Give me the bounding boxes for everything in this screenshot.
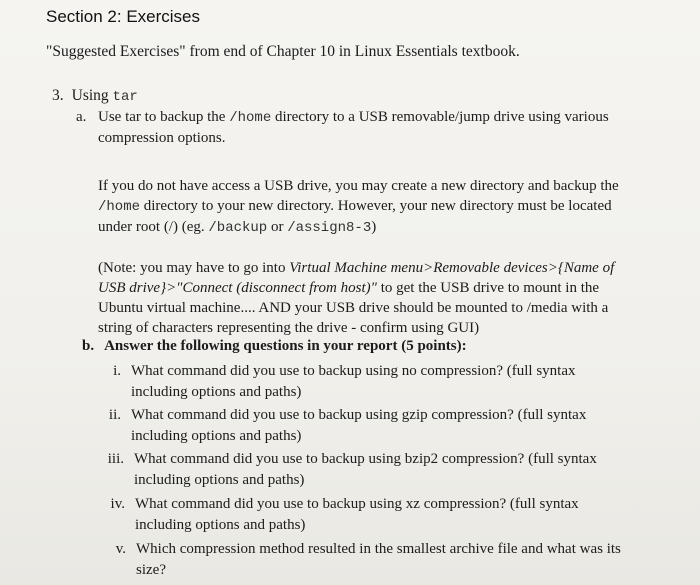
path-home: /home <box>98 199 141 215</box>
question-number: ii. <box>108 407 121 423</box>
question-line: Which compression method resulted in the smallest archive file and what was its <box>136 541 621 557</box>
question-line: What command did you use to backup using gzip compression? (full syntax <box>131 407 587 423</box>
italic-span: USB drive}>"Connect (disconnect from host)" <box>98 280 377 296</box>
question-line: including options and paths) <box>131 384 302 400</box>
question-text <box>136 539 621 581</box>
question-line: size? <box>136 562 166 578</box>
item-3-label-text: Using <box>71 87 109 104</box>
sub-item-b-marker: b. <box>82 338 95 354</box>
text-span: Ubuntu virtual machine.... AND your USB drive should be mounted to /media with a <box>98 300 609 316</box>
question-line: What command did you use to backup using bzip2 compression? (full syntax <box>134 451 597 467</box>
section-title: Section 2: Exercises <box>46 7 201 26</box>
sub-item-a <box>76 107 666 358</box>
intro-text: "Suggested Exercises" from end of Chapter 10 in Linux Essentials textbook. <box>46 43 520 60</box>
question-line: including options and paths) <box>131 428 302 444</box>
paragraph-note <box>98 258 666 338</box>
question-line: including options and paths) <box>134 472 305 488</box>
text-span: compression options. <box>98 130 226 146</box>
question-text <box>131 405 586 447</box>
sub-item-a-body <box>98 107 666 338</box>
sub-item-a-marker: a. <box>76 109 87 125</box>
text-span: string of characters representing the drive - confirm using GUI) <box>98 320 480 336</box>
sub-item-b-heading-text: Answer the following questions in your report (5 points): <box>104 338 467 354</box>
question-number: iv. <box>110 496 125 512</box>
question-line: What command did you use to backup using xz compression? (full syntax <box>135 496 579 512</box>
path-home: /home <box>229 110 272 126</box>
item-3-command: tar <box>112 89 138 105</box>
question-number: iii. <box>107 451 124 467</box>
question-text <box>135 494 579 536</box>
text-span: to get the USB drive to mount in the <box>376 280 600 296</box>
item-3 <box>52 87 138 105</box>
sub-item-b <box>82 336 682 356</box>
question-number: i. <box>113 363 121 379</box>
item-3-label <box>72 87 138 105</box>
question-number: v. <box>115 541 126 557</box>
path-backup: /backup <box>208 220 268 236</box>
text-span: If you do not have access a USB drive, you may create a new directory and backup the <box>98 178 619 194</box>
text-span: under root (/) (eg. <box>98 219 209 235</box>
text-span: directory to a USB removable/jump drive using various <box>271 109 609 125</box>
text-span: directory to your new directory. However, your new directory must be located <box>140 198 612 214</box>
question-line: including options and paths) <box>135 517 306 533</box>
question-line: What command did you use to backup using no compression? (full syntax <box>131 363 576 379</box>
text-span: ) <box>371 219 377 235</box>
text-span: Use tar to backup the <box>98 109 230 125</box>
item-3-marker: 3. <box>52 87 64 104</box>
path-assign: /assign8-3 <box>287 220 372 236</box>
paragraph-instructions <box>98 107 666 148</box>
italic-span: Virtual Machine menu>Removable devices>{Name of <box>289 260 615 276</box>
text-span: (Note: you may have to go into <box>98 260 290 276</box>
text-span: or <box>267 219 288 235</box>
question-text <box>131 361 576 403</box>
question-text <box>134 449 597 491</box>
sub-item-b-heading <box>82 336 682 356</box>
paragraph-alternative <box>98 176 666 238</box>
